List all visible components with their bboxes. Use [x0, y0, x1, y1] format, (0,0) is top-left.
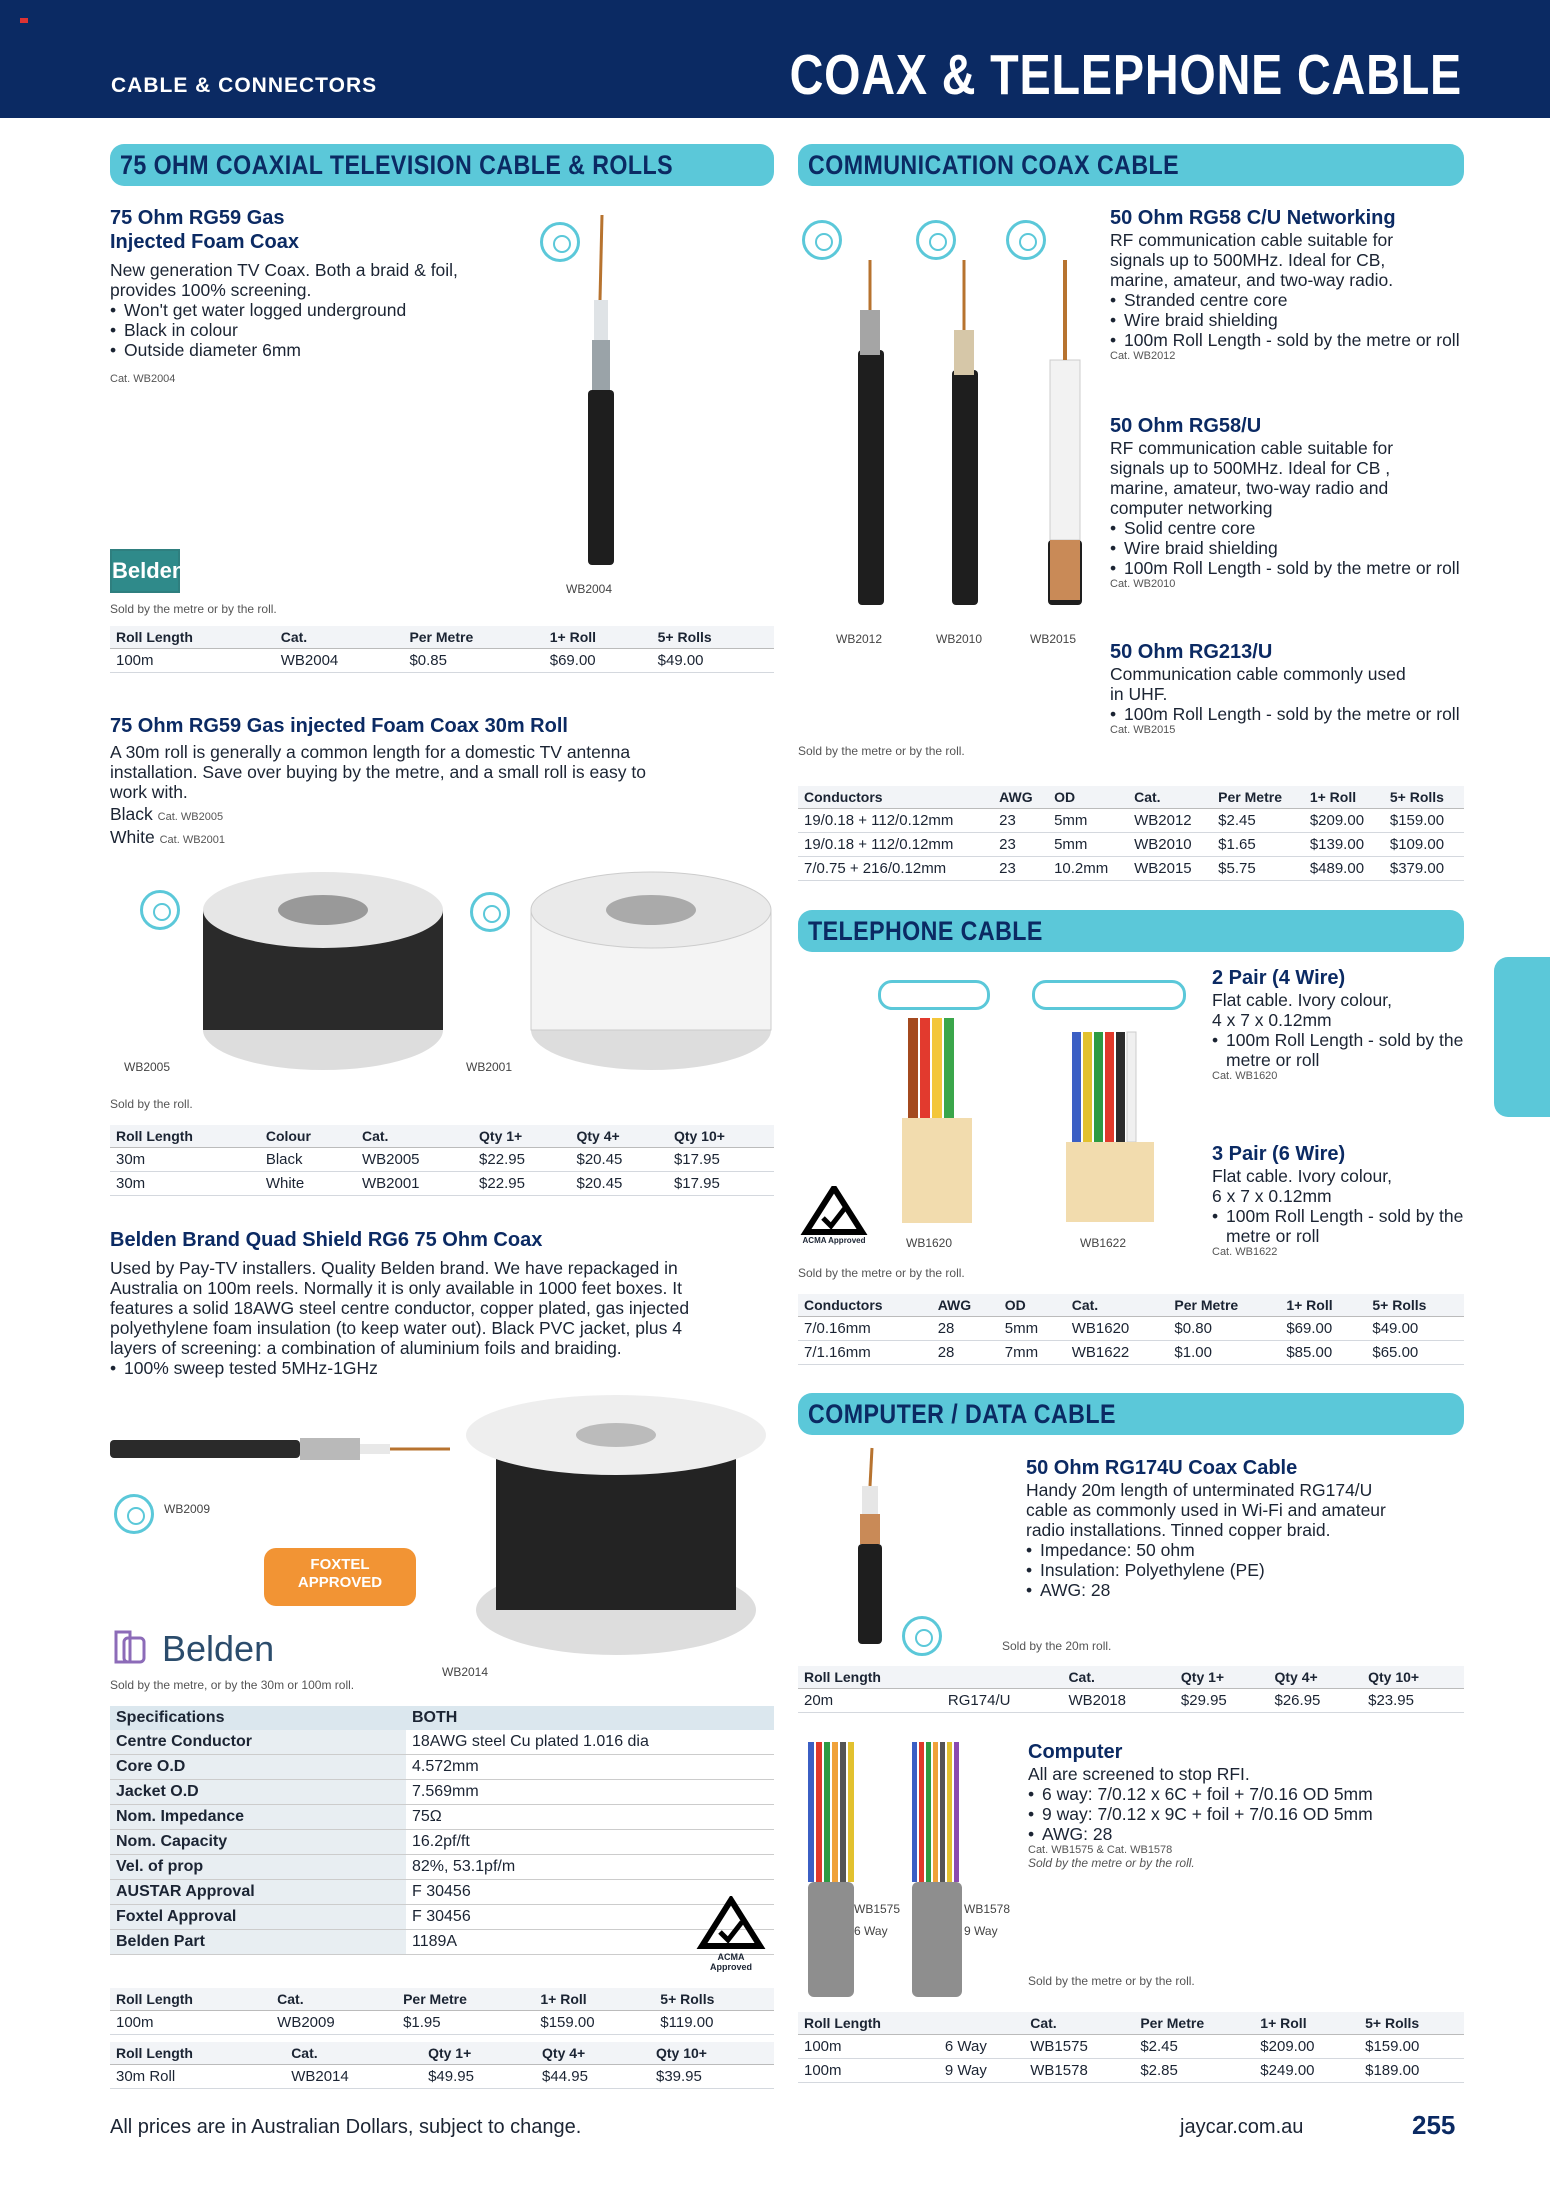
sold-note: Sold by the metre or by the roll.	[798, 1266, 965, 1280]
table-row: 100m 6 Way WB1575 $2.45 $209.00 $159.00	[798, 2035, 1464, 2059]
bullet: • AWG: 28	[1026, 1580, 1476, 1600]
header-marker	[20, 18, 28, 23]
section-title: 75 OHM COAXIAL TELEVISION CABLE & ROLLS	[120, 150, 674, 180]
spec-row: Vel. of prop 82%, 53.1pf/m	[110, 1855, 774, 1880]
product-description-rg59-30m: A 30m roll is generally a common length for a domestic TV antenna installation. Save over buying by the metre, and a small roll is easy to work with. Black Cat. WB2005 White Cat. WB2001	[110, 742, 646, 847]
acma-label: ACMA Approved	[802, 1236, 866, 1245]
table-row: 19/0.18 + 112/0.12mm 23 5mm WB2010 $1.65 $139.00 $109.00	[798, 833, 1464, 857]
spec-row: AUSTAR Approval F 30456	[110, 1880, 774, 1905]
coax-cable-icon	[916, 220, 956, 260]
table-row: 30m Roll WB2014 $49.95 $44.95 $39.95	[110, 2065, 774, 2089]
sold-note: Sold by the metre or by the roll.	[1028, 1974, 1195, 1988]
price-table-communication-coax: Conductors AWG OD Cat. Per Metre 1+ Roll 5+ Rolls 19/0.18 + 112/0.12mm 23 5mm WB2012 $2.45 $209.00 $159.00 19/0.18 + 112/0.12mm 23 5mm WB2010 $1.65 $139.00 $109.00 7/0.75 + 216/0.12mm 23 10.2mm WB2015 $5.75 $489.00 $379.00	[798, 786, 1464, 881]
bullet: • 100m Roll Length - sold by the metre or roll	[1110, 704, 1470, 724]
spec-row: Centre Conductor 18AWG steel Cu plated 1.016 dia	[110, 1730, 774, 1755]
header-section-label: CABLE & CONNECTORS	[111, 74, 378, 97]
coax-cable-icon	[1006, 220, 1046, 260]
bullet: • 100m Roll Length - sold by the metre or roll	[1110, 330, 1470, 350]
sold-note: Sold by the metre or by the roll.	[798, 744, 965, 758]
price-table-wb2014: Roll Length Cat. Qty 1+ Qty 4+ Qty 10+ 30m Roll WB2014 $49.95 $44.95 $39.95	[110, 2042, 774, 2089]
image-label: WB1622	[1080, 1236, 1127, 1250]
image-label: WB2014	[442, 1665, 489, 1679]
table-row: 100m 9 Way WB1578 $2.85 $249.00 $189.00	[798, 2059, 1464, 2083]
sold-note: Sold by the 20m roll.	[1002, 1639, 1112, 1653]
table-row: 30m Black WB2005 $22.95 $20.45 $17.95	[110, 1148, 774, 1172]
bullet: • 100m Roll Length - sold by the metre or roll	[1212, 1030, 1474, 1070]
table-row: 7/0.75 + 216/0.12mm 23 10.2mm WB2015 $5.75 $489.00 $379.00	[798, 857, 1464, 881]
image-label: WB2015	[1030, 632, 1077, 646]
image-label: WB2004	[566, 582, 613, 596]
product-rg213u: 50 Ohm RG213/U Communication cable commonly used in UHF. • 100m Roll Length - sold by the metre or roll Cat. WB2015	[1110, 640, 1470, 736]
table-row: 20m RG174/U WB2018 $29.95 $26.95 $23.95	[798, 1689, 1464, 1713]
price-table-30m-rolls: Roll Length Colour Cat. Qty 1+ Qty 4+ Qty 10+ 30m Black WB2005 $22.95 $20.45 $17.95 30m White WB2001 $22.95 $20.45 $17.95	[110, 1125, 774, 1196]
cat-number: Cat. WB2004	[110, 373, 176, 385]
footer-note: All prices are in Australian Dollars, subject to change.	[110, 2116, 582, 2138]
footer-url[interactable]: jaycar.com.au	[1180, 2116, 1304, 2138]
section-header-communication-coax: COMMUNICATION COAX CABLE	[798, 144, 1464, 186]
telephone-cable-icon	[1032, 980, 1186, 1010]
sold-note: Sold by the roll.	[110, 1097, 193, 1111]
rg6-cable-image	[110, 1420, 450, 1480]
foxtel-approved-badge: FOXTEL APPROVED	[264, 1548, 416, 1606]
product-title-rg59: 75 Ohm RG59 Gas Injected Foam Coax	[110, 207, 299, 253]
price-table-telephone: Conductors AWG OD Cat. Per Metre 1+ Roll 5+ Rolls 7/0.16mm 28 5mm WB1620 $0.80 $69.00 $49.00 7/1.16mm 28 7mm WB1622 $1.00 $85.00 $65.00	[798, 1294, 1464, 1365]
table-row: 19/0.18 + 112/0.12mm 23 5mm WB2012 $2.45 $209.00 $159.00	[798, 809, 1464, 833]
table-row: 7/1.16mm 28 7mm WB1622 $1.00 $85.00 $65.00	[798, 1341, 1464, 1365]
bullet: • Stranded centre core	[1110, 290, 1470, 310]
spec-row: Jacket O.D 7.569mm	[110, 1780, 774, 1805]
image-label-9way: WB1578 9 Way	[964, 1902, 1011, 1938]
side-index-tab[interactable]	[1494, 957, 1550, 1117]
coax-roll-icon	[140, 890, 180, 930]
spec-row: Foxtel Approval F 30456	[110, 1905, 774, 1930]
coax-roll-icon	[470, 892, 510, 932]
telephone-cable-icon	[878, 980, 990, 1010]
bullet: • Insulation: Polyethylene (PE)	[1026, 1560, 1476, 1580]
spec-row: Belden Part 1189A	[110, 1930, 774, 1955]
page-number: 255	[1412, 2110, 1456, 2140]
bullet: • Solid centre core	[1110, 518, 1470, 538]
bullet: • 100m Roll Length - sold by the metre or roll	[1110, 558, 1470, 578]
spec-row: Core O.D 4.572mm	[110, 1755, 774, 1780]
belden-logo: Belden	[110, 549, 180, 593]
product-description-belden-rg6: Used by Pay-TV installers. Quality Belden brand. We have repackaged in Australia on 100m reels. Normally it is only available in 1000 feet boxes. It features a solid 18AWG steel centre conductor, copper plated, gas injected polyethylene foam insulation (to keep water out). Black PVC jacket, plus 4 layers of screening: a combination of aluminium foils and braiding. • 100% sweep tested 5MHz-1GHz	[110, 1258, 770, 1378]
bullet: • 6 way: 7/0.12 x 6C + foil + 7/0.16 OD 5mm	[1028, 1784, 1468, 1804]
bullet: • 9 way: 7/0.12 x 9C + foil + 7/0.16 OD 5mm	[1028, 1804, 1468, 1824]
product-computer: Computer All are screened to stop RFI. • 6 way: 7/0.12 x 6C + foil + 7/0.16 OD 5mm • 9 way: 7/0.12 x 9C + foil + 7/0.16 OD 5mm • AWG: 28 Cat. WB1575 & Cat. WB1578 Sold by the metre or by the roll.	[1028, 1740, 1468, 1870]
image-label: WB1620	[906, 1236, 953, 1250]
rg6-reel-image	[456, 1390, 766, 1660]
image-label: WB2010	[936, 632, 983, 646]
sold-note: Sold by the metre or by the roll.	[110, 602, 277, 616]
table-row: 100m WB2004 $0.85 $69.00 $49.00	[110, 649, 774, 673]
bullet: • Wire braid shielding	[1110, 310, 1470, 330]
product-title-rg59-30m: 75 Ohm RG59 Gas injected Foam Coax 30m Roll	[110, 715, 568, 737]
price-table-rg174u: Roll Length Cat. Qty 1+ Qty 4+ Qty 10+ 20m RG174/U WB2018 $29.95 $26.95 $23.95	[798, 1666, 1464, 1713]
spec-row: Nom. Capacity 16.2pf/ft	[110, 1830, 774, 1855]
belden-wordmark: Belden	[162, 1628, 275, 1669]
spec-row: Nom. Impedance 75Ω	[110, 1805, 774, 1830]
rg174-cable-image	[820, 1446, 900, 1646]
image-label: WB2009	[164, 1502, 211, 1516]
coax-cable-image	[560, 210, 640, 570]
price-table-computer: Roll Length Cat. Per Metre 1+ Roll 5+ Rolls 100m 6 Way WB1575 $2.45 $209.00 $159.00 100m 9 Way WB1578 $2.85 $249.00 $189.00	[798, 2012, 1464, 2083]
black-cable-roll-image	[198, 870, 448, 1080]
image-label: WB2005	[124, 1060, 171, 1074]
product-description-rg59: New generation TV Coax. Both a braid & foil, provides 100% screening. • Won't get water logged underground • Black in colour • Outside diameter 6mm	[110, 260, 530, 360]
section-header-coaxial-tv	[110, 144, 774, 186]
bullet: • Outside diameter 6mm	[110, 340, 530, 360]
product-2-pair: 2 Pair (4 Wire) Flat cable. Ivory colour, 4 x 7 x 0.12mm • 100m Roll Length - sold by the metre or roll Cat. WB1620	[1212, 966, 1474, 1082]
product-rg58cu: 50 Ohm RG58 C/U Networking RF communication cable suitable for signals up to 500MHz. Ideal for CB, marine, amateur, and two-way radio. • Stranded centre core • Wire braid shielding • 100m Roll Length - sold by the metre or roll Cat. WB2012	[1110, 206, 1470, 362]
coax-cable-icon	[902, 1616, 942, 1656]
white-cable-roll-image	[526, 870, 776, 1080]
bullet: • Black in colour	[110, 320, 530, 340]
table-row: 100m WB2009 $1.95 $159.00 $119.00	[110, 2011, 774, 2035]
section-header-computer-data-cable: COMPUTER / DATA CABLE	[798, 1393, 1464, 1435]
image-label-6way: WB1575 6 Way	[854, 1902, 901, 1938]
table-row: 7/0.16mm 28 5mm WB1620 $0.80 $69.00 $49.00	[798, 1317, 1464, 1341]
product-rg174u: 50 Ohm RG174U Coax Cable Handy 20m length of unterminated RG174/U cable as commonly used in Wi-Fi and amateur radio installations. Tinned copper braid. • Impedance: 50 ohm • Insulation: Polyethylene (PE) • AWG: 28	[1026, 1456, 1476, 1600]
price-table-wb2004: Roll Length Cat. Per Metre 1+ Roll 5+ Rolls 100m WB2004 $0.85 $69.00 $49.00	[110, 626, 774, 673]
coax-cable-icon	[114, 1494, 154, 1534]
bullet: • Won't get water logged underground	[110, 300, 530, 320]
sold-note: Sold by the metre, or by the 30m or 100m roll.	[110, 1678, 355, 1692]
specifications-table: Specifications BOTH Centre Conductor 18AWG steel Cu plated 1.016 dia Core O.D 4.572mm Jacket O.D 7.569mm Nom. Impedance 75Ω Nom. Capacity 16.2pf/ft Vel. of prop 82%, 53.1pf/m AUSTAR Approval F 30456 Foxtel Approval F 30456 Belden Part 1189A	[110, 1706, 774, 1955]
bullet: • Wire braid shielding	[1110, 538, 1470, 558]
product-3-pair: 3 Pair (6 Wire) Flat cable. Ivory colour, 6 x 7 x 0.12mm • 100m Roll Length - sold by the metre or roll Cat. WB1622	[1212, 1142, 1474, 1258]
product-rg58u: 50 Ohm RG58/U RF communication cable suitable for signals up to 500MHz. Ideal for CB , marine, amateur, two-way radio and computer networking • Solid centre core • Wire braid shielding • 100m Roll Length - sold by the metre or roll Cat. WB2010	[1110, 414, 1470, 590]
computer-cables-image	[802, 1742, 1022, 2002]
table-row: 30m White WB2001 $22.95 $20.45 $17.95	[110, 1172, 774, 1196]
coax-cable-icon	[802, 220, 842, 260]
price-table-wb2009: Roll Length Cat. Per Metre 1+ Roll 5+ Rolls 100m WB2009 $1.95 $159.00 $119.00	[110, 1988, 774, 2035]
bullet: • 100% sweep tested 5MHz-1GHz	[110, 1358, 770, 1378]
communication-cables-image	[840, 260, 1100, 620]
page-title: COAX & TELEPHONE CABLE	[789, 43, 1462, 107]
image-label: WB2012	[836, 632, 883, 646]
belden-logo-icon	[112, 1628, 152, 1668]
telephone-cables-image	[900, 1018, 1160, 1228]
image-label: WB2001	[466, 1060, 513, 1074]
product-title-belden-rg6: Belden Brand Quad Shield RG6 75 Ohm Coax	[110, 1229, 543, 1251]
bullet: • 100m Roll Length - sold by the metre or roll	[1212, 1206, 1474, 1246]
acma-label: ACMA Approved	[709, 1952, 752, 1972]
bullet: • Impedance: 50 ohm	[1026, 1540, 1476, 1560]
bullet: • AWG: 28	[1028, 1824, 1468, 1844]
section-header-telephone-cable: TELEPHONE CABLE	[798, 910, 1464, 952]
